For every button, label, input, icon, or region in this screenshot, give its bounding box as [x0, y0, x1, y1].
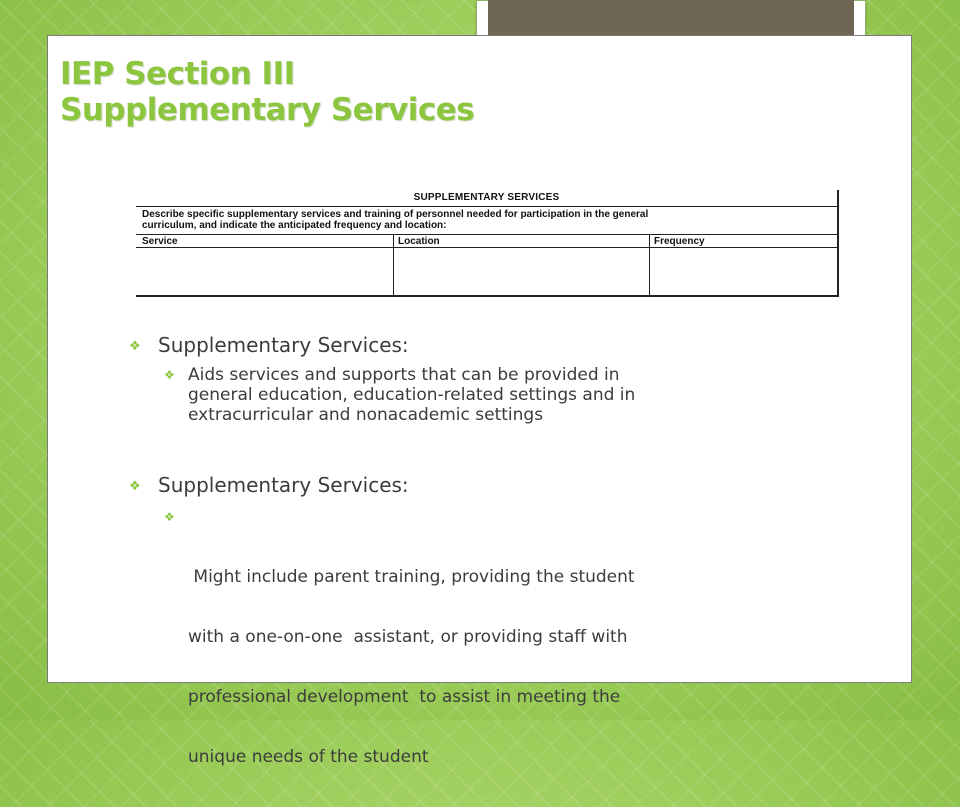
- form-heading: SUPPLEMENTARY SERVICES: [413, 192, 560, 203]
- form-description-line-2: curriculum, and indicate the anticipated frequency and location:: [142, 220, 447, 231]
- form-column-divider: [393, 235, 394, 295]
- title-line-1: IEP Section III: [60, 56, 295, 92]
- quad-diamond-bullet-icon: ❖: [129, 339, 141, 354]
- sub-bullet-item: [164, 507, 635, 807]
- sub-bullet-line: Aids services and supports that can be provided in: [188, 365, 620, 385]
- sub-bullet-line: professional development to assist in meeting the: [188, 687, 621, 707]
- form-divider: [136, 206, 837, 207]
- form-column-divider: [649, 235, 650, 295]
- quad-diamond-bullet-icon: ❖: [164, 368, 175, 382]
- form-divider: [136, 234, 837, 235]
- sub-bullet-item: [164, 365, 636, 425]
- sub-bullet-line: with a one-on-one assistant, or providing staff with: [188, 627, 628, 647]
- quad-diamond-bullet-icon: ❖: [164, 510, 175, 524]
- bullet-item: [130, 333, 409, 357]
- sub-bullet-line: Might include parent training, providing the student: [188, 567, 635, 587]
- form-description-line-1: Describe specific supplementary services and training of personnel needed for participation in the general: [142, 209, 649, 220]
- column-frequency: Frequency: [654, 236, 705, 247]
- quad-diamond-bullet-icon: ❖: [129, 479, 141, 494]
- sub-bullet-line: unique needs of the student: [188, 747, 429, 767]
- supplementary-services-form-image: [136, 190, 839, 297]
- sub-bullet-line: extracurricular and nonacademic settings: [188, 405, 544, 425]
- title-line-2: Supplementary Services: [60, 92, 475, 128]
- slide-title: [60, 56, 474, 128]
- form-divider: [136, 247, 837, 248]
- form-description: [142, 209, 832, 231]
- column-location: Location: [398, 236, 440, 247]
- bullet-item: [130, 473, 409, 497]
- bullet-heading: Supplementary Services:: [158, 333, 409, 357]
- column-service: Service: [142, 236, 178, 247]
- sub-bullet-line: general education, education-related settings and in: [188, 385, 636, 405]
- bullet-heading: Supplementary Services:: [158, 473, 409, 497]
